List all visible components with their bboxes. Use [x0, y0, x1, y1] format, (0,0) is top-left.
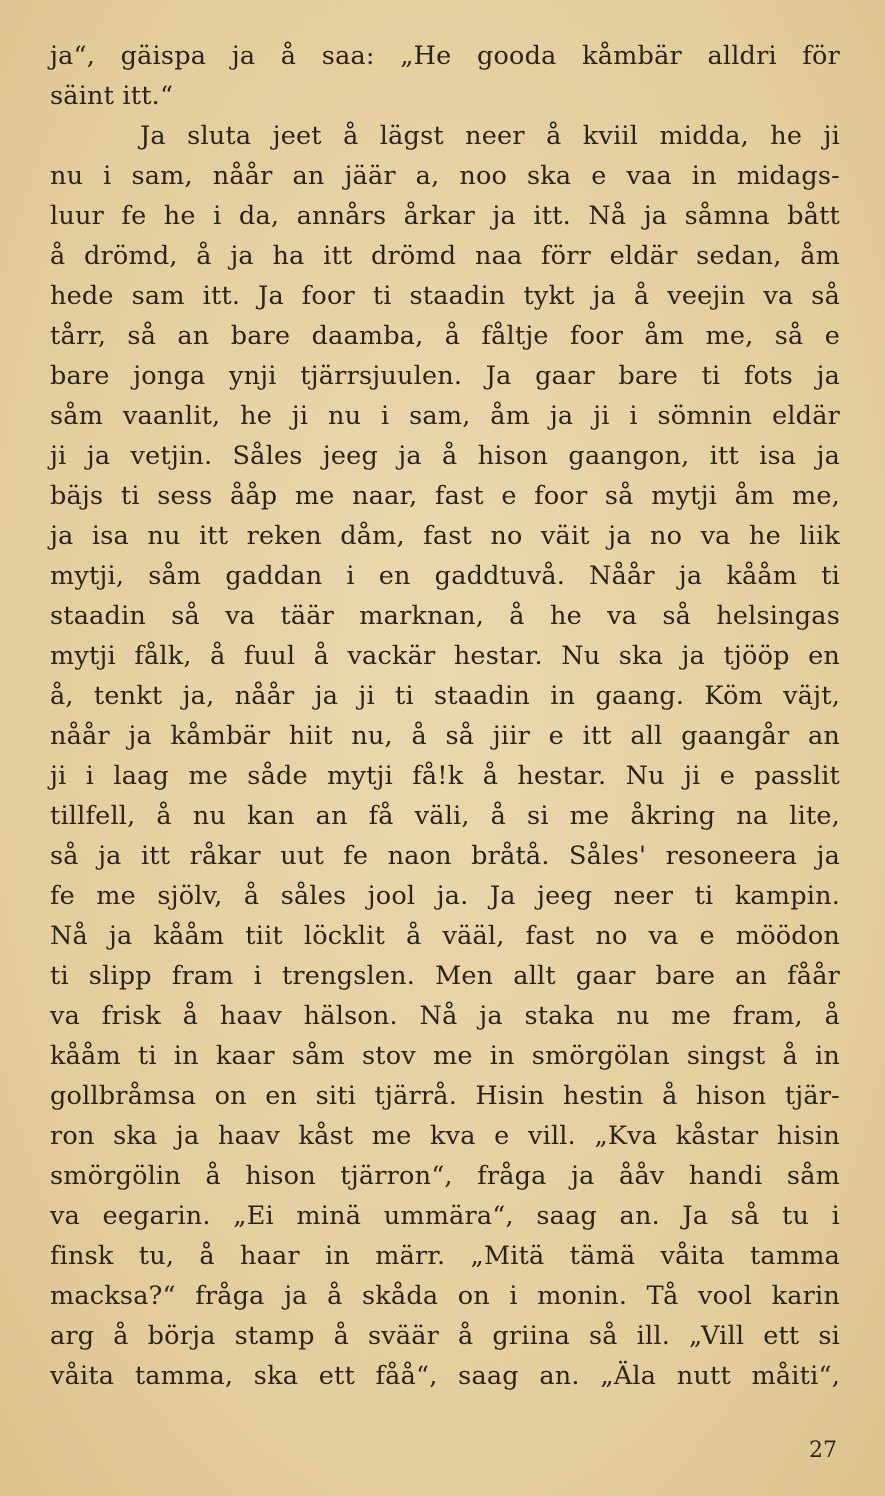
text-line: va frisk å haav hälson. Nå ja staka nu me fram, å: [50, 1001, 840, 1031]
text-line: å, tenkt ja, nåår ja ji ti staadin in gaang. Köm väjt,: [50, 681, 840, 711]
text-line: Ja sluta jeet å lägst neer å kviil midda, he ji: [140, 121, 840, 151]
text-line: smörgölin å hison tjärron“, fråga ja ååv handi såm: [50, 1161, 840, 1191]
text-line: kååm ti in kaar såm stov me in smörgölan singst å in: [50, 1041, 840, 1071]
text-line: bäjs ti sess ååp me naar, fast e foor så mytji åm me,: [50, 481, 840, 511]
text-line: ti slipp fram i trengslen. Men allt gaar bare an fåår: [50, 961, 840, 991]
body-text: [50, 36, 840, 1396]
text-line: tillfell, å nu kan an få väli, å si me åkring na lite,: [50, 801, 840, 831]
text-line: va eegarin. „Ei minä ummära“, saag an. Ja så tu i: [50, 1201, 840, 1231]
text-line: ji i laag me såde mytji få!k å hestar. Nu ji e passlit: [50, 761, 840, 791]
text-line: luur fe he i da, annårs årkar ja itt. Nå ja såmna bått: [50, 201, 840, 231]
text-line: så ja itt råkar uut fe naon bråtå. Såles' resoneera ja: [50, 841, 840, 871]
text-line: ja isa nu itt reken dåm, fast no väit ja no va he liik: [50, 521, 840, 551]
text-line: fe me sjölv, å såles jool ja. Ja jeeg neer ti kampin.: [50, 881, 840, 911]
text-line: våita tamma, ska ett fåå“, saag an. „Äla nutt måiti“,: [50, 1361, 840, 1391]
text-line: bare jonga ynji tjärrsjuulen. Ja gaar bare ti fots ja: [50, 361, 840, 391]
text-line: finsk tu, å haar in märr. „Mitä tämä våita tamma: [50, 1241, 840, 1271]
text-line: såm vaanlit, he ji nu i sam, åm ja ji i sömnin eldär: [50, 401, 840, 431]
text-line: säint itt.“: [50, 81, 174, 111]
text-line: nåår ja kåmbär hiit nu, å så jiir e itt all gaangår an: [50, 721, 840, 751]
text-line: Nå ja kååm tiit löcklit å vääl, fast no va e möödon: [50, 921, 840, 951]
text-line: ja“, gäispa ja å saa: „He gooda kåmbär alldri för: [50, 41, 840, 71]
text-line: ji ja vetjin. Såles jeeg ja å hison gaangon, itt isa ja: [50, 441, 840, 471]
text-line: å drömd, å ja ha itt drömd naa förr eldär sedan, åm: [50, 241, 840, 271]
text-line: arg å börja stamp å sväär å griina så ill. „Vill ett si: [50, 1321, 840, 1351]
text-line: mytji, såm gaddan i en gaddtuvå. Nåår ja kååm ti: [50, 561, 840, 591]
text-line: mytji fålk, å fuul å vackär hestar. Nu ska ja tjööp en: [50, 641, 840, 671]
text-line: gollbråmsa on en siti tjärrå. Hisin hestin å hison tjär-: [50, 1081, 840, 1111]
text-line: tårr, så an bare daamba, å fåltje foor åm me, så e: [50, 321, 840, 351]
text-line: nu i sam, nåår an jäär a, noo ska e vaa in midags-: [50, 161, 840, 191]
text-line: staadin så va täär marknan, å he va så helsingas: [50, 601, 840, 631]
text-line: ron ska ja haav kåst me kva e vill. „Kva kåstar hisin: [50, 1121, 840, 1151]
page-number: 27: [809, 1438, 837, 1463]
text-line: hede sam itt. Ja foor ti staadin tykt ja å veejin va så: [50, 281, 840, 311]
text-line: macksa?“ fråga ja å skåda on i monin. Tå vool karin: [50, 1281, 840, 1311]
